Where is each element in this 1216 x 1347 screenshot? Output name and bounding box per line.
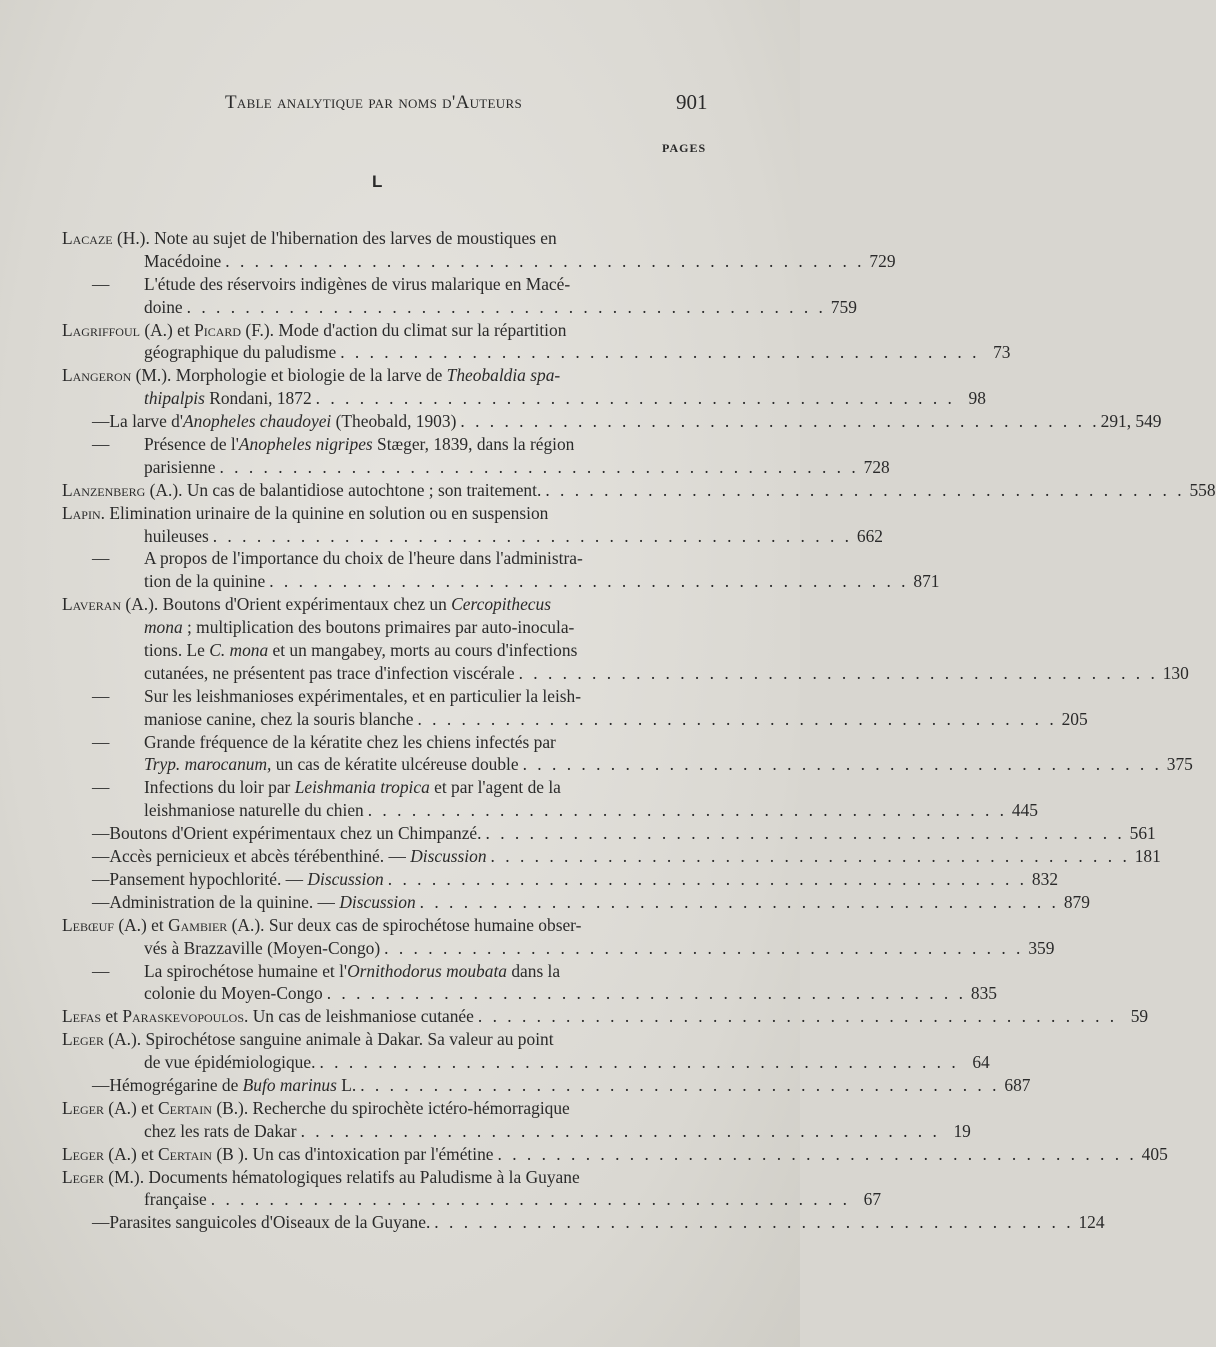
index-line xyxy=(62,937,1055,960)
entry-text-part: de vue épidémiologique. xyxy=(144,1052,316,1073)
dot-leader xyxy=(430,1211,1074,1234)
page-reference: 359 xyxy=(1028,937,1055,958)
entry-text xyxy=(62,502,548,525)
entry-text-part: doine xyxy=(144,296,183,317)
entry-text xyxy=(109,845,486,868)
entry-text-part: A propos de l'importance du choix de l'heure dans l'administra- xyxy=(144,548,583,569)
dot-leader xyxy=(221,250,865,273)
index-line xyxy=(62,341,1011,364)
italic-term: Anopheles chaudoyei xyxy=(183,411,332,432)
entry-text-part: (A.) et xyxy=(103,1097,159,1118)
page-number: 901 xyxy=(676,90,708,114)
index-line xyxy=(62,479,1216,502)
author-name: Lebœuf xyxy=(62,914,114,935)
dot-leader xyxy=(482,822,1126,845)
page-reference: 871 xyxy=(913,571,940,592)
index-line xyxy=(62,1120,971,1143)
entry-text xyxy=(109,410,456,433)
section-letter: L xyxy=(372,172,383,191)
entry-text-part: La spirochétose humaine et l' xyxy=(144,960,348,981)
author-name: Laveran xyxy=(62,594,122,615)
entry-text-part: française xyxy=(144,1189,207,1210)
index-line xyxy=(62,410,1162,433)
author-name: Certain xyxy=(158,1097,212,1118)
page-reference: 59 xyxy=(1130,1006,1149,1027)
index-line xyxy=(62,273,712,296)
index-line xyxy=(62,639,712,662)
entry-text-part: Pansement hypochlorité. — xyxy=(109,868,308,889)
page-reference: 662 xyxy=(856,525,883,546)
page-reference: 561 xyxy=(1129,823,1156,844)
entry-text xyxy=(62,479,541,502)
index-line xyxy=(62,868,1059,891)
entry-text xyxy=(144,616,574,639)
index-line xyxy=(62,1074,1031,1097)
dot-leader xyxy=(207,1188,851,1211)
entry-text xyxy=(62,319,566,342)
entry-text-part: (A.). Sur deux cas de spirochétose humaine obser- xyxy=(227,914,582,935)
entry-text-part: (B.). Recherche du spirochète ictéro-hémorragique xyxy=(211,1097,570,1118)
entry-text-part: Grande fréquence de la kératite chez les chiens infectés par xyxy=(144,731,556,752)
index-line xyxy=(62,960,712,983)
index-line xyxy=(62,982,997,1005)
page-reference: 729 xyxy=(869,250,896,271)
entry-text xyxy=(109,1074,356,1097)
entry-text-part: chez les rats de Dakar xyxy=(144,1120,297,1141)
ditto-dash: — xyxy=(92,891,110,912)
entry-text xyxy=(144,708,413,731)
entry-text-part: (M.). Morphologie et biologie de la larve de xyxy=(131,365,447,386)
index-line xyxy=(62,502,712,525)
entry-text-part: maniose canine, chez la souris blanche xyxy=(144,708,414,729)
entry-text xyxy=(62,914,581,937)
dot-leader xyxy=(336,341,980,364)
index-line xyxy=(62,799,1038,822)
dot-leader xyxy=(494,1143,1138,1166)
index-line xyxy=(62,1005,1149,1028)
ditto-dash: — xyxy=(92,960,110,981)
index-line xyxy=(62,525,883,548)
dot-leader xyxy=(519,753,1163,776)
entry-text-part: Boutons d'Orient expérimentaux chez un Chimpanzé. xyxy=(109,823,482,844)
index-line xyxy=(62,319,712,342)
index-line xyxy=(62,685,712,708)
entry-text xyxy=(144,982,323,1005)
dot-leader xyxy=(265,570,909,593)
ditto-dash: — xyxy=(92,1212,110,1233)
index-line xyxy=(62,593,712,616)
dot-leader xyxy=(416,891,1060,914)
page-reference: 835 xyxy=(970,983,997,1004)
index-line xyxy=(62,1188,882,1211)
index-line xyxy=(62,822,1156,845)
entry-text-part: Rondani, 1872 xyxy=(204,388,312,409)
dot-leader xyxy=(515,662,1159,685)
italic-term: Bufo marinus xyxy=(242,1074,337,1095)
entry-text xyxy=(144,456,215,479)
author-name: Leger xyxy=(62,1097,104,1118)
author-name: Lefas xyxy=(62,1006,102,1027)
entry-text xyxy=(144,273,570,296)
index-line xyxy=(62,227,712,250)
author-name: Lanzenberg xyxy=(62,479,146,500)
entry-text-part: L. xyxy=(336,1074,357,1095)
author-name: Gambier xyxy=(168,914,228,935)
entry-text xyxy=(144,525,209,548)
entry-text-part: (A.). Spirochétose sanguine animale à Dakar. Sa valeur au point xyxy=(103,1029,554,1050)
entry-text xyxy=(144,570,265,593)
page-reference: 73 xyxy=(993,342,1011,363)
entry-text-part: et un mangabey, morts au cours d'infections xyxy=(268,640,578,661)
entry-text-part: (F.). Mode d'action du climat sur la répartition xyxy=(241,319,567,340)
page-reference: 98 xyxy=(968,388,986,409)
page-reference: 375 xyxy=(1166,754,1193,775)
dot-leader xyxy=(356,1074,1000,1097)
entry-text-part: Accès pernicieux et abcès térébenthiné. — xyxy=(109,846,411,867)
page-reference: 687 xyxy=(1004,1074,1031,1095)
index-line xyxy=(62,570,940,593)
entry-text xyxy=(109,891,415,914)
index-entries xyxy=(62,227,1216,1234)
italic-term: Cercopithecus xyxy=(451,594,551,615)
entry-text xyxy=(144,776,561,799)
entry-text-part: colonie du Moyen-Congo xyxy=(144,983,323,1004)
page-reference: 181 xyxy=(1134,846,1161,867)
index-line xyxy=(62,1051,990,1074)
index-line xyxy=(62,708,1088,731)
page-reference: 728 xyxy=(863,456,890,477)
entry-text-part: huileuses xyxy=(144,525,209,546)
dot-leader xyxy=(413,708,1057,731)
entry-text-part: Infections du loir par xyxy=(144,777,295,798)
page-reference: 405 xyxy=(1141,1143,1168,1164)
entry-text xyxy=(109,868,383,891)
page-reference: 445 xyxy=(1011,800,1038,821)
author-name: Picard xyxy=(194,319,242,340)
entry-text xyxy=(62,1097,570,1120)
author-name: Langeron xyxy=(62,365,132,386)
entry-text xyxy=(144,685,581,708)
entry-text xyxy=(144,639,577,662)
entry-text-part: (A.) et xyxy=(139,319,195,340)
entry-text xyxy=(144,799,364,822)
dot-leader xyxy=(315,1051,959,1074)
entry-text xyxy=(62,1143,494,1166)
page-reference: 832 xyxy=(1031,868,1059,889)
entry-text xyxy=(62,227,557,250)
author-name: Leger xyxy=(62,1029,104,1050)
italic-term: Discussion xyxy=(410,846,487,867)
ditto-dash: — xyxy=(92,1074,110,1095)
entry-text xyxy=(144,296,183,319)
entry-text xyxy=(144,753,519,776)
dot-leader xyxy=(384,868,1028,891)
page-reference: 879 xyxy=(1063,891,1090,912)
entry-text xyxy=(144,1188,207,1211)
ditto-dash: — xyxy=(92,411,110,432)
index-line xyxy=(62,364,712,387)
index-line xyxy=(62,776,712,799)
entry-text-part: tion de la quinine xyxy=(144,571,266,592)
page-reference: 558 xyxy=(1189,479,1216,500)
author-name: Certain xyxy=(158,1143,212,1164)
entry-text-part: ; multiplication des boutons primaires par auto-inocula- xyxy=(182,617,575,638)
page-reference: 205 xyxy=(1061,708,1088,729)
entry-text-part: Présence de l' xyxy=(144,434,239,455)
page-reference: 291, 549 xyxy=(1100,411,1162,432)
entry-text xyxy=(62,1166,580,1189)
entry-text xyxy=(144,341,336,364)
entry-text-part: (A.) et xyxy=(103,1143,159,1164)
entry-text-part: vés à Brazzaville (Moyen-Congo) xyxy=(144,937,381,958)
entry-text-part: dans la xyxy=(506,960,561,981)
entry-text-part: Sur les leishmanioses expérimentales, et en particulier la leish- xyxy=(144,685,582,706)
entry-text-part: parisienne xyxy=(144,456,216,477)
pages-column-label: PAGES xyxy=(662,141,707,155)
index-line xyxy=(62,662,1189,685)
entry-text xyxy=(109,822,481,845)
index-line xyxy=(62,1028,712,1051)
entry-text-part: (M.). Documents hématologiques relatifs au Paludisme à la Guyane xyxy=(103,1166,580,1187)
dot-leader xyxy=(215,456,859,479)
entry-text-part: Stæger, 1839, dans la région xyxy=(372,434,575,455)
entry-text xyxy=(144,960,560,983)
index-line xyxy=(62,1211,1105,1234)
entry-text-part: un cas de kératite ulcéreuse double xyxy=(271,754,519,775)
entry-text xyxy=(144,731,556,754)
entry-text-part: (H.). Note au sujet de l'hibernation des larves de moustiques en xyxy=(112,228,557,248)
dot-leader xyxy=(297,1120,941,1143)
author-name: Lagriffoul xyxy=(62,319,140,340)
dot-leader xyxy=(541,479,1185,502)
entry-text xyxy=(144,387,312,410)
entry-text-part: leishmaniose naturelle du chien xyxy=(144,800,364,821)
ditto-dash: — xyxy=(92,777,110,798)
entry-text-part: (A.). Un cas de balantidiose autochtone ; son traitement. xyxy=(145,479,542,500)
index-line xyxy=(62,433,712,456)
entry-text-part: (B ). Un cas d'intoxication par l'émétine xyxy=(211,1143,494,1164)
dot-leader xyxy=(380,937,1024,960)
index-line xyxy=(62,731,712,754)
ditto-dash: — xyxy=(92,548,110,569)
entry-text-part: Parasites sanguicoles d'Oiseaux de la Guyane. xyxy=(109,1212,431,1233)
entry-text-part: Macédoine xyxy=(144,250,222,271)
entry-text-part: L'étude des réservoirs indigènes de virus malarique en Macé- xyxy=(144,273,571,294)
entry-text-part: La larve d' xyxy=(109,411,184,432)
italic-term: Anopheles nigripes xyxy=(238,434,373,455)
entry-text xyxy=(62,593,551,616)
italic-term: Tryp. marocanum, xyxy=(144,754,272,775)
dot-leader xyxy=(474,1005,1118,1028)
italic-term: Ornithodorus moubata xyxy=(347,960,507,981)
ditto-dash: — xyxy=(92,685,110,706)
entry-text-part: et par l'agent de la xyxy=(429,777,561,798)
page-reference: 67 xyxy=(863,1189,882,1210)
index-line xyxy=(62,387,986,410)
entry-text-part: (A.). Boutons d'Orient expérimentaux chez un xyxy=(121,594,452,615)
ditto-dash: — xyxy=(92,846,110,867)
page-reference: 130 xyxy=(1162,662,1189,683)
entry-text xyxy=(62,1028,554,1051)
ditto-dash: — xyxy=(92,731,110,752)
entry-text-part: géographique du paludisme xyxy=(144,342,337,363)
author-name: Leger xyxy=(62,1166,104,1187)
index-line xyxy=(62,753,1193,776)
italic-term: Theobaldia spa- xyxy=(446,365,561,386)
entry-text-part: Administration de la quinine. — xyxy=(109,891,340,912)
italic-term: Leishmania tropica xyxy=(294,777,430,798)
italic-term: Discussion xyxy=(307,868,384,889)
entry-text-part: (Theobald, 1903) xyxy=(331,411,457,432)
entry-text-part: et xyxy=(101,1006,123,1027)
author-name: Lacaze xyxy=(62,228,113,248)
index-line xyxy=(62,845,1161,868)
italic-term: C. mona xyxy=(209,640,269,661)
entry-text xyxy=(144,1120,297,1143)
italic-term: thipalpis xyxy=(144,388,205,409)
index-line xyxy=(62,250,896,273)
ditto-dash: — xyxy=(92,823,110,844)
index-line xyxy=(62,1166,712,1189)
running-head: Table analytique par noms d'Auteurs xyxy=(225,92,522,113)
index-line xyxy=(62,1097,712,1120)
italic-term: Discussion xyxy=(339,891,416,912)
entry-text xyxy=(62,1005,474,1028)
page-reference: 64 xyxy=(972,1052,990,1073)
dot-leader xyxy=(183,296,827,319)
author-name: Paraskevopoulos xyxy=(122,1006,245,1027)
entry-text-part: . Elimination urinaire de la quinine en solution ou en suspension xyxy=(100,502,549,523)
index-line xyxy=(62,1143,1168,1166)
index-line xyxy=(62,456,890,479)
entry-text xyxy=(144,433,574,456)
dot-leader xyxy=(364,799,1008,822)
ditto-dash: — xyxy=(92,434,110,455)
dot-leader xyxy=(209,525,853,548)
entry-text xyxy=(144,547,583,570)
ditto-dash: — xyxy=(92,273,110,294)
dot-leader xyxy=(487,845,1131,868)
entry-text-part: cutanées, ne présentent pas trace d'infection viscérale xyxy=(144,662,515,683)
index-line xyxy=(62,296,857,319)
index-line xyxy=(62,914,712,937)
dot-leader xyxy=(312,387,956,410)
dot-leader xyxy=(323,982,967,1005)
ditto-dash: — xyxy=(92,868,110,889)
entry-text xyxy=(144,662,515,685)
entry-text-part: (A.) et xyxy=(113,914,169,935)
author-name: Lapin xyxy=(62,502,101,523)
entry-text xyxy=(109,1211,430,1234)
index-line xyxy=(62,891,1090,914)
entry-text-part: Hémogrégarine de xyxy=(109,1074,243,1095)
dot-leader xyxy=(456,410,1100,433)
index-line xyxy=(62,616,712,639)
entry-text-part: tions. Le xyxy=(144,640,210,661)
page-reference: 759 xyxy=(830,296,857,317)
entry-text xyxy=(144,250,221,273)
page-reference: 19 xyxy=(953,1120,971,1141)
italic-term: mona xyxy=(144,617,183,638)
index-line xyxy=(62,547,712,570)
entry-text-part: . Un cas de leishmaniose cutanée xyxy=(244,1006,474,1027)
page-reference: 124 xyxy=(1078,1212,1105,1233)
author-name: Leger xyxy=(62,1143,104,1164)
entry-text xyxy=(144,1051,315,1074)
entry-text xyxy=(144,937,380,960)
entry-text xyxy=(62,364,560,387)
